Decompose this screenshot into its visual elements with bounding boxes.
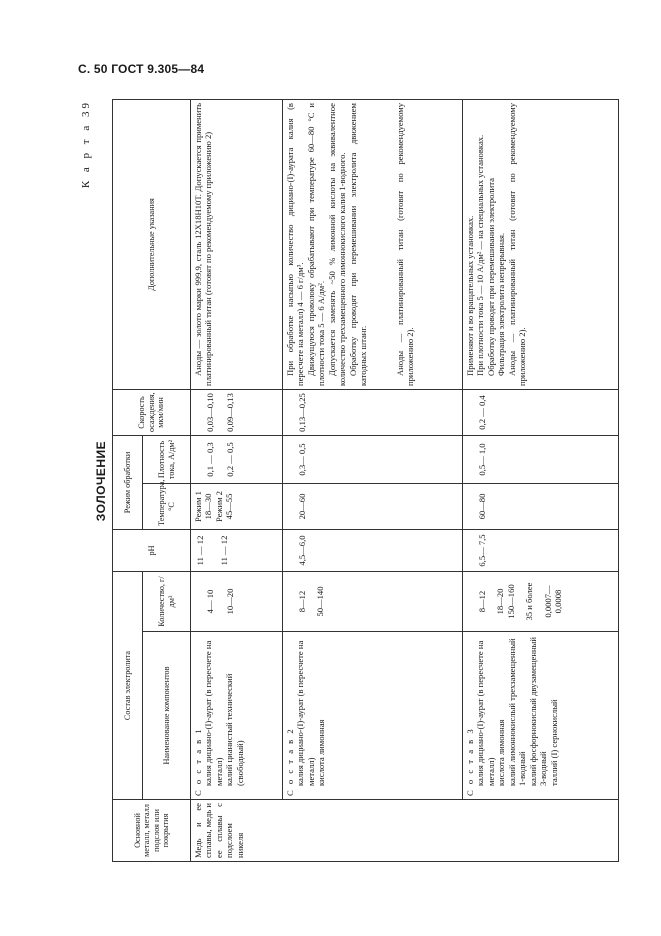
header-electrolyte: Состав электролита [113, 572, 143, 800]
quantity-value: 4— 10 [205, 589, 215, 614]
component-name: калия дициано-(I)-аурат (в пересчете на металл) [475, 640, 496, 786]
note-text: Обработку проводят при перемешивании электролита движением катодных штанг. [347, 103, 369, 386]
composition-1-components [191, 632, 283, 800]
quantity-value: 35 и более [524, 582, 535, 621]
table-row [191, 100, 283, 862]
composition-title: С о с т а в 3 [465, 727, 475, 796]
quantity-value: 8—12 [477, 590, 487, 613]
component-name: калия дициано-(I)-аурат (в пересчете на металл) [295, 640, 316, 786]
component-name: калий лимоннокислый трехзамещенный 1-водный [506, 638, 528, 786]
quantity-value: 150—160 [505, 584, 516, 619]
composition-3-notes [463, 100, 619, 390]
composition-3-temperature [463, 484, 619, 530]
composition-2-temperature [283, 484, 463, 530]
ph-value: 11 — 12 [219, 535, 230, 566]
component-name: калия дициано-(I)-аурат (в пересчете на металл) [203, 640, 224, 786]
header-mode: Режим обработки [113, 436, 143, 530]
ph-value: 11 — 12 [195, 535, 205, 566]
rotated-page-content [80, 100, 600, 862]
mode-label: Режим 1 [193, 491, 203, 522]
ph-value: 4,5—6,0 [297, 535, 307, 566]
header-current-density: Плотность тока, А/дм² [143, 436, 191, 484]
composition-1-temperature [191, 484, 283, 530]
temperature-value: 20—60 [297, 493, 307, 520]
note-text: Аноды — платинированный титан (готовят по рекомендуемому приложению 2). [394, 103, 416, 386]
page-header: С. 50 ГОСТ 9.305—84 [78, 62, 205, 76]
header-base-metal: Основной металл, металл подслоя или покрытия [113, 800, 191, 862]
rate-value: 0,13—0,25 [297, 393, 307, 432]
note-text: Допускается заменять ~50 % лимонной кислоты на эквивалентное количество трехзамещенного лимоннокислого калия 1-водного. [326, 103, 348, 386]
composition-2-components [283, 632, 463, 800]
rate-value: 0,03—0,10 [205, 393, 215, 432]
header-temperature: Температура, °С [143, 484, 191, 530]
composition-title: С о с т а в 1 [193, 727, 203, 796]
current-density-value: 0,3— 0,5 [297, 443, 307, 476]
ph-value: 6,5— 7,5 [477, 534, 487, 567]
current-density-value: 0,2 — 0,5 [225, 442, 236, 477]
section-title: ЗОЛОЧЕНИЕ [94, 440, 108, 522]
note-text: Обработку проводят при перемешивании электролита [485, 178, 496, 376]
composition-2-notes [283, 100, 463, 390]
current-density-value: 0,1 — 0,3 [205, 442, 215, 477]
header-ph: pH [113, 530, 191, 572]
composition-2-current-density [283, 436, 463, 484]
current-density-value: 0,5— 1,0 [477, 443, 487, 476]
quantity-value: 50—140 [315, 586, 326, 617]
component-name: кислота лимонная [496, 719, 507, 786]
header-component-name: Наименование компонентов [143, 632, 191, 800]
header-deposition-rate: Скорость осаждения, мкм/мин [113, 390, 191, 436]
rate-value: 0,09—0,13 [225, 393, 236, 432]
header-notes: Дополнительные указания [113, 100, 191, 390]
quantity-value: 0,0007—0,0008 [542, 585, 564, 618]
composition-3-rate [463, 390, 619, 436]
composition-1-ph [191, 530, 283, 572]
note-text: При обработке насыпью количество дициано-(I)-аурата калия (в пересчете на металл) 4 — 6 г/дм³. [285, 103, 306, 386]
composition-2-rate [283, 390, 463, 436]
composition-1-quantities [191, 572, 283, 632]
composition-title: С о с т а в 2 [285, 727, 295, 796]
quantity-value: 18—20 [495, 588, 506, 615]
composition-1-current-density [191, 436, 283, 484]
note-text: Фильтрация электролита непрерывная. [496, 232, 507, 376]
note-text: Движущуюся проволоку обрабатывают при температуре 60—80 °С и плотности тока 5 — 6 А/дм². [305, 103, 327, 386]
temperature-value: 18—30 [203, 493, 214, 520]
composition-3-components [463, 632, 619, 800]
component-name: калий цианистый технический (свободный) [224, 673, 245, 786]
table-row [283, 100, 463, 862]
temperature-value: 60—80 [477, 493, 487, 520]
note-text: Аноды — платинированный титан (готовят по рекомендуемому приложению 2). [506, 103, 528, 386]
quantity-value: 10—20 [225, 588, 236, 615]
composition-3-ph [463, 530, 619, 572]
composition-1-rate [191, 390, 283, 436]
composition-3-current-density [463, 436, 619, 484]
composition-2-ph [283, 530, 463, 572]
note-text: При плотности тока 5 — 10 А/дм² — на специальных установках. [475, 134, 486, 376]
temperature-value: 45—55 [224, 493, 235, 520]
header-quantity: Количество, г/дм³ [143, 572, 191, 632]
note-text: Применяют и во вращательных установках. [465, 215, 475, 376]
mode-label: Режим 2 [213, 491, 224, 522]
component-name: таллий (I) сернокислый [548, 699, 559, 786]
table-row [463, 100, 619, 862]
quantity-value: 8—12 [297, 590, 307, 613]
gold-plating-table [112, 99, 619, 862]
component-name: калий фосфорнокислый двузамещенный 3-водный [527, 637, 549, 786]
composition-2-quantities [283, 572, 463, 632]
card-label: К а р т а 39 [80, 100, 92, 189]
base-metal-cell: Медь и ее сплавы, медь и ее сплавы с подслоем никеля [191, 800, 619, 862]
rate-value: 0,2 — 0,4 [477, 395, 487, 430]
composition-3-quantities [463, 572, 619, 632]
composition-1-notes [191, 100, 283, 390]
note-text: Аноды — золото марки 999,9, сталь 12Х18Н10Т. Допускается применить платинированный титан (готовят по рекомендуемому приложению 2) [193, 103, 214, 386]
component-name: кислота лимонная [316, 719, 327, 786]
